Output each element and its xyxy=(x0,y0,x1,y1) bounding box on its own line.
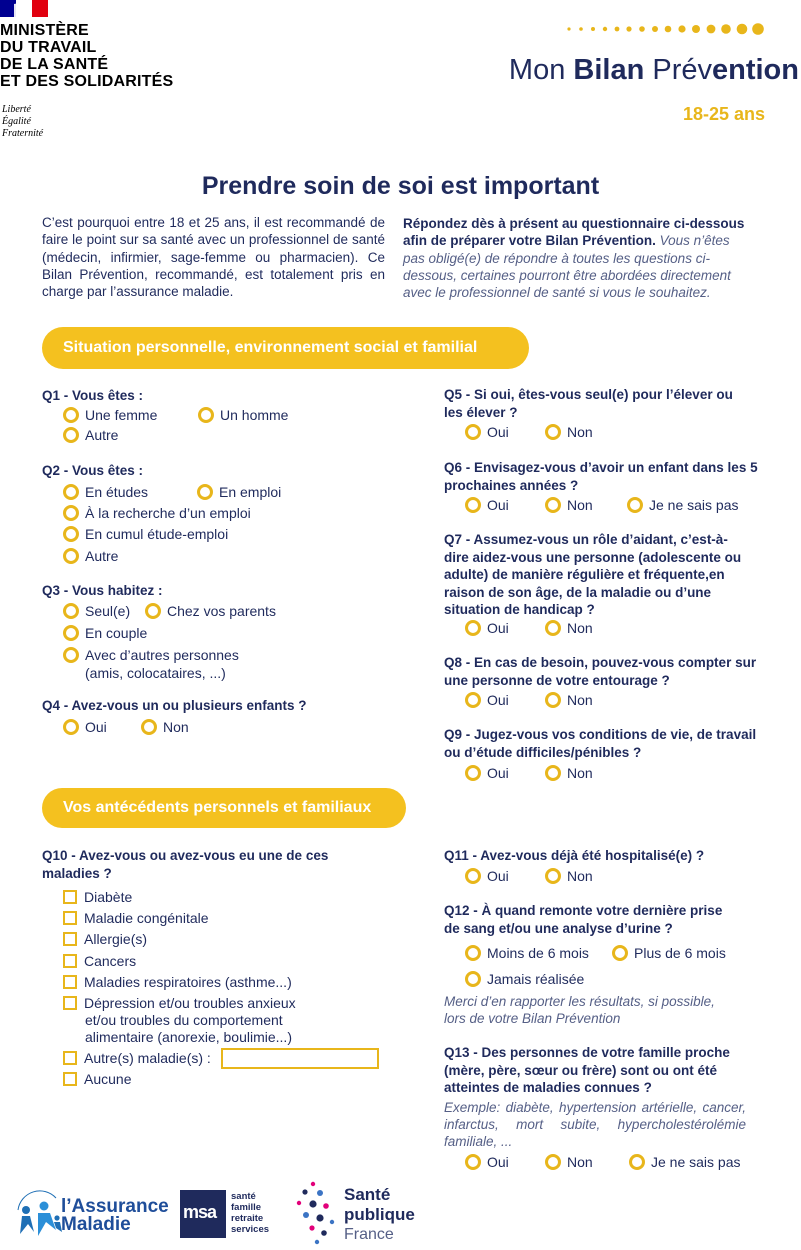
radio-option[interactable] xyxy=(545,867,593,885)
msa-mark xyxy=(180,1190,226,1238)
radio-option[interactable] xyxy=(465,764,509,782)
option-label: Avec d’autres personnes xyxy=(85,647,239,663)
radio-option[interactable] xyxy=(465,867,509,885)
option-label: Non xyxy=(163,719,189,735)
question-line: Q8 - En cas de besoin, pouvez-vous compter sur xyxy=(444,655,757,670)
radio-icon[interactable] xyxy=(465,424,481,440)
radio-icon[interactable] xyxy=(63,603,79,619)
radio-option[interactable] xyxy=(63,525,228,543)
radio-icon[interactable] xyxy=(63,427,79,443)
radio-icon[interactable] xyxy=(545,497,561,513)
question-label xyxy=(444,531,746,619)
radio-icon[interactable] xyxy=(63,625,79,641)
radio-icon[interactable] xyxy=(465,945,481,961)
checkbox-icon[interactable] xyxy=(63,1051,77,1065)
checkbox-icon[interactable] xyxy=(63,932,77,946)
radio-icon[interactable] xyxy=(545,868,561,884)
option-label: Chez vos parents xyxy=(167,603,276,619)
radio-icon[interactable] xyxy=(545,692,561,708)
radio-option[interactable] xyxy=(63,718,107,736)
option-label: Oui xyxy=(487,868,509,884)
radio-option[interactable] xyxy=(63,624,147,642)
option-label: En couple xyxy=(85,625,148,641)
msa-word: retraite xyxy=(231,1213,264,1224)
assurance-maladie-logo xyxy=(12,1188,172,1238)
option-label: Maladie congénitale xyxy=(84,910,209,926)
option-label: En cumul étude-emploi xyxy=(85,526,229,542)
question-label xyxy=(444,386,733,421)
msa-word: santé xyxy=(231,1191,256,1202)
radio-icon[interactable] xyxy=(465,971,481,987)
option-label: Oui xyxy=(487,497,509,513)
spf-line1: Santé xyxy=(344,1185,391,1204)
radio-icon[interactable] xyxy=(465,620,481,636)
note-line: lors de votre Bilan Prévention xyxy=(444,1011,621,1026)
radio-icon[interactable] xyxy=(198,407,214,423)
question-line: (mère, père, sœur ou frère) sont ou ont été xyxy=(444,1062,718,1078)
radio-icon[interactable] xyxy=(145,603,161,619)
option-label: Non xyxy=(567,1154,593,1170)
option-label: Diabète xyxy=(84,889,133,905)
question-line: Q13 - Des personnes de votre famille proche xyxy=(444,1045,730,1060)
radio-option[interactable] xyxy=(545,1153,593,1171)
checkbox-icon[interactable] xyxy=(63,911,77,925)
motto-line: Fraternité xyxy=(2,128,44,139)
question-note xyxy=(444,993,746,1027)
radio-icon[interactable] xyxy=(141,719,157,735)
question-line: adulte) de manière régulière et fréquente,en xyxy=(444,567,725,582)
radio-option[interactable] xyxy=(63,602,130,620)
radio-option[interactable] xyxy=(63,504,251,522)
question-label: Q1 - Vous êtes : xyxy=(42,388,144,403)
question-line: Q5 - Si oui, êtes-vous seul(e) pour l’élever ou xyxy=(444,387,733,402)
other-disease-input[interactable] xyxy=(221,1048,379,1069)
motto-line: Liberté xyxy=(2,104,31,115)
option-label: Oui xyxy=(487,692,509,708)
msa-logo xyxy=(180,1190,280,1238)
radio-icon[interactable] xyxy=(63,647,79,663)
checkbox-option[interactable] xyxy=(63,1049,211,1067)
ministry-line: DE LA SANTÉ xyxy=(0,56,109,73)
question-line: atteintes de maladies connues ? xyxy=(444,1080,652,1095)
checkbox-icon[interactable] xyxy=(63,1072,77,1086)
question-line: raison de son âge, de la maladie ou d’une xyxy=(444,584,712,600)
question-label: Q11 - Avez-vous déjà été hospitalisé(e) ? xyxy=(444,848,705,863)
age-range: 18-25 ans xyxy=(682,104,765,124)
option-label: Un homme xyxy=(220,407,289,423)
radio-icon[interactable] xyxy=(612,945,628,961)
option-label: Autre xyxy=(85,427,119,443)
option-label: Non xyxy=(567,424,593,440)
question-label xyxy=(444,902,746,937)
option-label: Je ne sais pas xyxy=(649,497,739,513)
radio-option[interactable] xyxy=(545,619,593,637)
option-label: Jamais réalisée xyxy=(487,971,585,987)
radio-icon[interactable] xyxy=(63,548,79,564)
question-label: Q4 - Avez-vous un ou plusieurs enfants ? xyxy=(42,698,307,713)
radio-icon[interactable] xyxy=(545,424,561,440)
msa-word: services xyxy=(231,1224,270,1235)
checkbox-option[interactable] xyxy=(63,909,209,927)
radio-option[interactable] xyxy=(465,1153,509,1171)
radio-icon[interactable] xyxy=(197,484,213,500)
question-label: Q2 - Vous êtes : xyxy=(42,463,144,478)
ministry-line: DU TRAVAIL xyxy=(0,39,97,56)
option-label: Non xyxy=(567,692,593,708)
question-line: prochaines années ? xyxy=(444,477,579,493)
instructions-note: Vous n’êtes pas obligé(e) de répondre à toutes les questions ci-dessous, certaines pourront être abordées directement avec le professionnel de santé si vous le souhaitez. xyxy=(403,233,731,301)
option-label: Cancers xyxy=(84,953,137,969)
option-label: Non xyxy=(567,497,593,513)
option-label: Non xyxy=(567,620,593,636)
option-label: Oui xyxy=(487,424,509,440)
question-line: les élever ? xyxy=(444,404,518,420)
radio-option[interactable] xyxy=(465,944,589,962)
radio-option[interactable] xyxy=(141,718,189,736)
option-label-continued: (amis, colocataires, ...) xyxy=(85,665,226,681)
question-line: Q12 - À quand remonte votre dernière prise xyxy=(444,903,723,918)
option-label: En études xyxy=(85,484,149,500)
radio-icon[interactable] xyxy=(63,526,79,542)
checkbox-icon[interactable] xyxy=(63,975,77,989)
ministry-line: MINISTÈRE xyxy=(0,22,89,39)
radio-icon[interactable] xyxy=(545,1154,561,1170)
brand-regular: Prév xyxy=(644,54,712,86)
option-label: Seul(e) xyxy=(85,603,131,619)
radio-option[interactable] xyxy=(145,602,276,620)
intro-paragraph: C’est pourquoi entre 18 et 25 ans, il est recommandé de faire le point sur sa santé avec un professionnel de santé (médecin, infirmier, sage-femme ou pharmacien). Ce Bilan Prévention, recommandé, est totalement pris en charge par l’assurance maladie. xyxy=(42,215,385,300)
radio-icon[interactable] xyxy=(545,765,561,781)
radio-icon[interactable] xyxy=(465,497,481,513)
option-label: Plus de 6 mois xyxy=(634,945,726,961)
msa-word: famille xyxy=(231,1202,262,1213)
checkbox-option[interactable] xyxy=(63,994,296,1012)
radio-option[interactable] xyxy=(63,406,157,424)
option-label: Oui xyxy=(85,719,107,735)
question-label: Q3 - Vous habitez : xyxy=(42,583,163,598)
brand-title xyxy=(509,54,799,87)
radio-icon[interactable] xyxy=(545,620,561,636)
option-label: Oui xyxy=(487,765,509,781)
assurance-maladie-figures-icon xyxy=(12,1188,66,1238)
page-title: Prendre soin de soi est important xyxy=(201,172,600,200)
radio-icon[interactable] xyxy=(465,765,481,781)
option-label: En emploi xyxy=(219,484,282,500)
intro-instructions xyxy=(403,215,745,301)
option-label: Aucune xyxy=(84,1071,132,1087)
option-label-continued: alimentaire (anorexie, boulimie...) xyxy=(85,1029,292,1045)
option-label: Autre xyxy=(85,548,119,564)
radio-option[interactable] xyxy=(465,619,509,637)
spf-line2: publique xyxy=(344,1205,415,1224)
instructions-strong: Répondez dès à présent au questionnaire ci-dessous afin de préparer votre Bilan Prévention. xyxy=(403,216,745,249)
question-label xyxy=(444,1044,746,1097)
checkbox-icon[interactable] xyxy=(63,996,77,1010)
question-line: Q7 - Assumez-vous un rôle d’aidant, c’est-à- xyxy=(444,532,728,547)
sante-publique-france-logo xyxy=(294,1178,424,1248)
question-label xyxy=(444,459,758,494)
radio-option[interactable] xyxy=(465,423,509,441)
radio-option[interactable] xyxy=(63,646,239,664)
radio-option[interactable] xyxy=(545,691,593,709)
checkbox-option[interactable] xyxy=(63,888,132,906)
option-label: Je ne sais pas xyxy=(651,1154,741,1170)
option-label: Dépression et/ou troubles anxieux xyxy=(84,995,296,1011)
option-label: Maladies respiratoires (asthme...) xyxy=(84,974,292,990)
radio-option[interactable] xyxy=(197,483,281,501)
spf-line3: France xyxy=(344,1226,394,1243)
radio-icon[interactable] xyxy=(627,497,643,513)
radio-icon[interactable] xyxy=(63,407,79,423)
section-heading-antecedents: Vos antécédents personnels et familiaux xyxy=(42,788,406,828)
radio-icon[interactable] xyxy=(63,505,79,521)
question-label xyxy=(444,654,756,689)
radio-option[interactable] xyxy=(627,496,739,514)
option-label: À la recherche d’un emploi xyxy=(85,505,251,521)
question-label xyxy=(444,726,756,761)
radio-icon[interactable] xyxy=(465,692,481,708)
radio-option[interactable] xyxy=(63,483,148,501)
question-line: ou d’étude difficiles/pénibles ? xyxy=(444,744,642,760)
question-label xyxy=(42,847,328,882)
option-label-continued: et/ou troubles du comportement xyxy=(85,1012,283,1028)
question-line: une personne de votre entourage ? xyxy=(444,672,670,688)
radio-icon[interactable] xyxy=(63,484,79,500)
question-line: Q9 - Jugez-vous vos conditions de vie, de travail xyxy=(444,727,757,742)
am-wordmark-line2: Maladie xyxy=(61,1214,131,1235)
checkbox-option[interactable] xyxy=(63,952,136,970)
radio-icon[interactable] xyxy=(63,719,79,735)
brand-bold: ention xyxy=(712,54,799,86)
brand-regular: Mon xyxy=(508,54,574,86)
brand-bold: Bilan xyxy=(573,54,645,86)
checkbox-icon[interactable] xyxy=(63,890,77,904)
radio-option[interactable] xyxy=(612,944,726,962)
msa-words xyxy=(231,1191,269,1235)
am-wordmark-line1: l’Assurance xyxy=(61,1196,169,1217)
question-note: Exemple: diabète, hypertension artérielle, cancer, infarctus, mort subite, hypercholestérolémie familiale, ... xyxy=(444,1100,746,1149)
checkbox-icon[interactable] xyxy=(63,954,77,968)
motto-line: Égalité xyxy=(2,116,31,127)
question-line: Q10 - Avez-vous ou avez-vous eu une de ces xyxy=(42,848,329,863)
option-label: Non xyxy=(567,868,593,884)
republic-motto xyxy=(2,104,43,140)
radio-option[interactable] xyxy=(465,970,584,988)
question-line: dire aidez-vous une personne (adolescente ou xyxy=(444,549,742,565)
radio-icon[interactable] xyxy=(629,1154,645,1170)
radio-icon[interactable] xyxy=(465,1154,481,1170)
option-label: Oui xyxy=(487,1154,509,1170)
radio-option[interactable] xyxy=(63,426,118,444)
marianne-flag-logo xyxy=(0,0,48,17)
radio-option[interactable] xyxy=(629,1153,741,1171)
checkbox-option[interactable] xyxy=(63,930,147,948)
decorative-dots xyxy=(566,22,764,36)
ministry-name xyxy=(0,22,173,90)
question-line: Q6 - Envisagez-vous d’avoir un enfant dans les 5 xyxy=(444,460,758,475)
note-line: Merci d’en rapporter les résultats, si possible, xyxy=(444,994,715,1009)
radio-option[interactable] xyxy=(198,406,288,424)
radio-option[interactable] xyxy=(465,496,509,514)
option-label: Autre(s) maladie(s) : xyxy=(84,1050,211,1066)
question-line: maladies ? xyxy=(42,865,112,881)
question-line: de sang et/ou une analyse d’urine ? xyxy=(444,920,673,936)
spf-dots-icon xyxy=(294,1178,344,1248)
option-label: Moins de 6 mois xyxy=(487,945,589,961)
checkbox-option[interactable] xyxy=(63,973,292,991)
option-label: Non xyxy=(567,765,593,781)
radio-icon[interactable] xyxy=(465,868,481,884)
ministry-line: ET DES SOLIDARITÉS xyxy=(0,73,174,90)
radio-option[interactable] xyxy=(545,423,593,441)
section-heading-situation: Situation personnelle, environnement social et familial xyxy=(42,327,529,369)
radio-option[interactable] xyxy=(545,496,593,514)
option-label: Oui xyxy=(487,620,509,636)
option-label: Allergie(s) xyxy=(84,931,148,947)
radio-option[interactable] xyxy=(63,547,118,565)
question-line: situation de handicap ? xyxy=(444,602,595,617)
checkbox-option[interactable] xyxy=(63,1070,131,1088)
radio-option[interactable] xyxy=(465,691,509,709)
radio-option[interactable] xyxy=(545,764,593,782)
option-label: Une femme xyxy=(85,407,158,423)
msa-mark-text: msa xyxy=(183,1202,217,1222)
